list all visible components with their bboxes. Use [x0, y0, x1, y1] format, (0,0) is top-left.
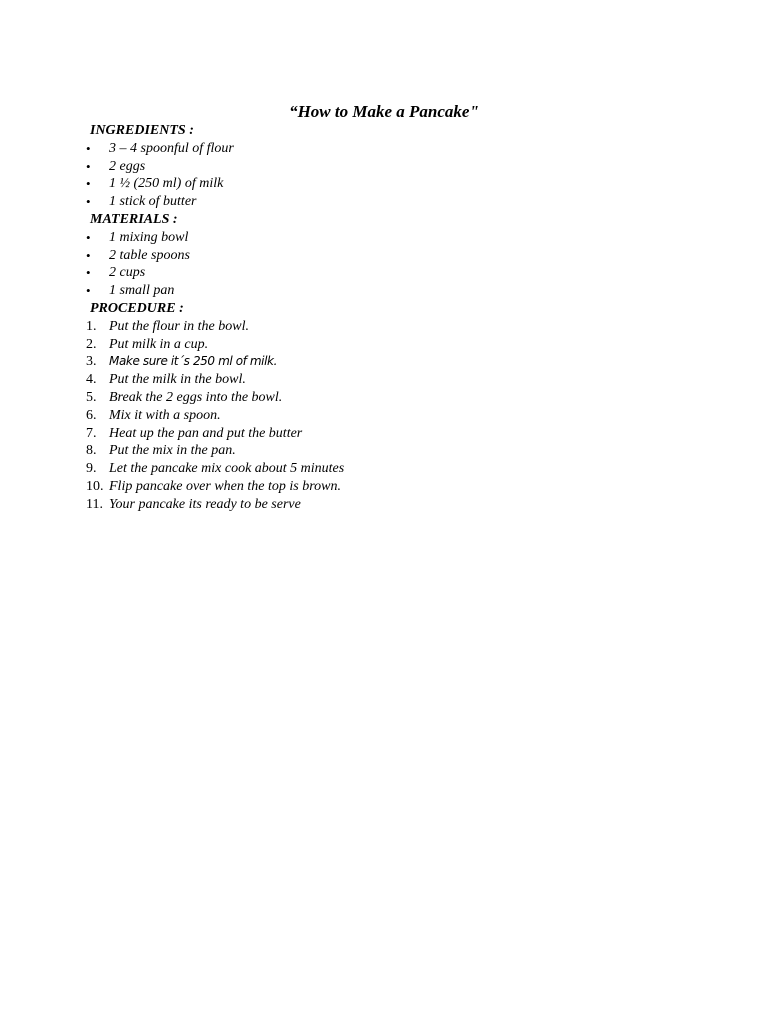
ingredient-item [86, 193, 686, 211]
step-text: Flip pancake over when the top is brown. [109, 478, 341, 494]
bullet-icon: • [86, 283, 91, 299]
material-text: 1 mixing bowl [109, 229, 189, 245]
document-title: “How to Make a Pancake" [289, 102, 479, 121]
ingredient-text: 3 – 4 spoonful of flour [109, 140, 234, 156]
procedure-step [86, 478, 686, 496]
procedure-step [86, 336, 686, 354]
ingredient-text: 1 ½ (250 ml) of milk [109, 176, 224, 192]
material-text: 2 table spoons [109, 247, 190, 263]
material-item [86, 282, 686, 300]
step-number: 5. [86, 389, 97, 405]
procedure-step [86, 425, 686, 443]
materials-list [86, 229, 686, 300]
step-number: 1. [86, 318, 97, 334]
procedure-step [86, 389, 686, 407]
procedure-step [86, 442, 686, 460]
step-number: 8. [86, 443, 97, 459]
step-number: 2. [86, 336, 97, 352]
bullet-icon: • [86, 265, 91, 281]
bullet-icon: • [86, 229, 91, 245]
procedure-step [86, 496, 686, 514]
ingredient-item [86, 158, 686, 176]
bullet-icon: • [86, 176, 91, 192]
material-item [86, 247, 686, 265]
step-number: 10. [86, 478, 104, 494]
step-text: Break the 2 eggs into the bowl. [109, 389, 283, 405]
step-text: Put the flour in the bowl. [109, 318, 249, 334]
procedure-step [86, 371, 686, 389]
ingredient-text: 2 eggs [109, 158, 146, 174]
material-text: 2 cups [109, 265, 146, 281]
step-number: 9. [86, 461, 97, 477]
procedure-step [86, 353, 686, 371]
bullet-icon: • [86, 158, 91, 174]
step-number: 11. [86, 496, 103, 512]
step-text: Your pancake its ready to be serve [109, 496, 301, 512]
step-text: Let the pancake mix cook about 5 minutes [109, 461, 345, 477]
bullet-icon: • [86, 247, 91, 263]
ingredients-heading: INGREDIENTS : [90, 123, 194, 138]
ingredient-text: 1 stick of butter [109, 194, 197, 210]
procedure-step [86, 460, 686, 478]
step-number: 3. [86, 354, 97, 370]
step-text: Put the milk in the bowl. [109, 372, 246, 388]
step-text: Mix it with a spoon. [109, 407, 221, 423]
ingredient-item [86, 175, 686, 193]
procedure-step [86, 407, 686, 425]
material-text: 1 small pan [109, 283, 175, 299]
step-number: 6. [86, 407, 97, 423]
procedure-list [86, 318, 686, 514]
step-text: Heat up the pan and put the butter [109, 425, 303, 441]
step-number: 4. [86, 372, 97, 388]
materials-heading: MATERIALS : [90, 211, 178, 227]
procedure-heading: PROCEDURE : [90, 300, 184, 316]
procedure-step [86, 318, 686, 336]
document-body [86, 122, 686, 514]
material-item [86, 229, 686, 247]
bullet-icon: • [86, 194, 91, 210]
material-item [86, 264, 686, 282]
bullet-icon: • [86, 140, 91, 156]
ingredients-list [86, 140, 686, 211]
step-number: 7. [86, 425, 97, 441]
ingredient-item [86, 140, 686, 158]
step-text: Make sure it´s 250 ml of milk. [109, 354, 278, 369]
step-text: Put milk in a cup. [109, 336, 209, 352]
step-text: Put the mix in the pan. [109, 443, 236, 459]
